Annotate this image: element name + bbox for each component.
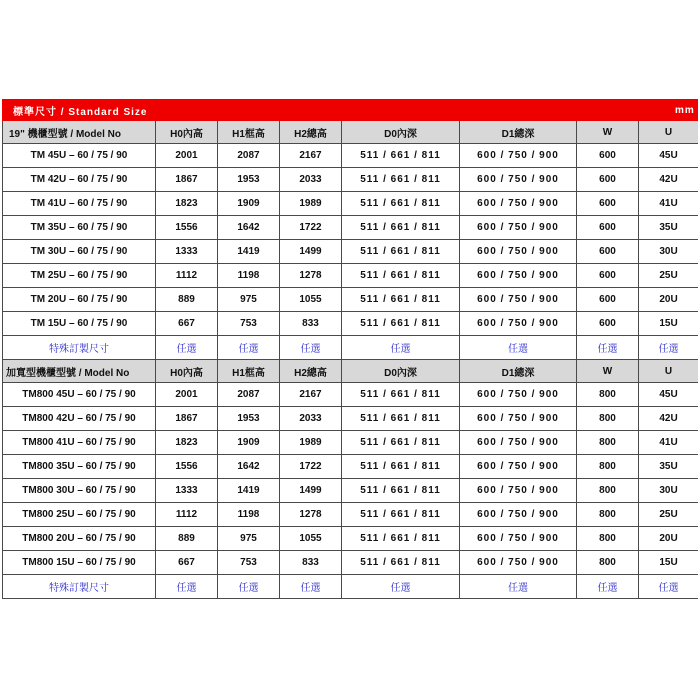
value-cell: 600 / 750 / 900	[460, 479, 577, 503]
value-cell: 600 / 750 / 900	[460, 168, 577, 192]
value-cell: 600	[577, 312, 639, 336]
value-cell: 1055	[280, 527, 342, 551]
value-cell: 600 / 750 / 900	[460, 431, 577, 455]
value-cell: 2033	[280, 168, 342, 192]
column-header: D1總深	[460, 121, 577, 144]
custom-value: 任選	[156, 336, 218, 360]
custom-value: 任選	[577, 575, 639, 599]
table-row	[3, 192, 698, 216]
custom-value: 任選	[460, 575, 577, 599]
value-cell: 2001	[156, 383, 218, 407]
custom-value: 任選	[639, 336, 698, 360]
value-cell: 800	[577, 383, 639, 407]
value-cell: 511 / 661 / 811	[342, 503, 460, 527]
custom-value: 任選	[460, 336, 577, 360]
value-cell: 1278	[280, 503, 342, 527]
value-cell: 25U	[639, 503, 698, 527]
value-cell: 800	[577, 407, 639, 431]
column-header: H1框高	[218, 121, 280, 144]
value-cell: 600 / 750 / 900	[460, 407, 577, 431]
value-cell: 1642	[218, 216, 280, 240]
value-cell: 1112	[156, 264, 218, 288]
value-cell: 511 / 661 / 811	[342, 144, 460, 168]
column-header: D0內深	[342, 121, 460, 144]
value-cell: 1556	[156, 216, 218, 240]
value-cell: 889	[156, 288, 218, 312]
model-cell: TM800 42U – 60 / 75 / 90	[3, 407, 156, 431]
column-header: D0內深	[342, 360, 460, 383]
model-cell: TM 41U – 60 / 75 / 90	[3, 192, 156, 216]
value-cell: 667	[156, 551, 218, 575]
custom-value: 任選	[342, 575, 460, 599]
custom-value: 任選	[280, 575, 342, 599]
value-cell: 600	[577, 216, 639, 240]
value-cell: 511 / 661 / 811	[342, 551, 460, 575]
value-cell: 600 / 750 / 900	[460, 216, 577, 240]
value-cell: 600 / 750 / 900	[460, 288, 577, 312]
model-cell: TM 15U – 60 / 75 / 90	[3, 312, 156, 336]
column-header: W	[577, 121, 639, 144]
column-header: H2總高	[280, 121, 342, 144]
value-cell: 600 / 750 / 900	[460, 551, 577, 575]
value-cell: 753	[218, 312, 280, 336]
value-cell: 511 / 661 / 811	[342, 288, 460, 312]
value-cell: 511 / 661 / 811	[342, 527, 460, 551]
custom-value: 任選	[577, 336, 639, 360]
value-cell: 511 / 661 / 811	[342, 264, 460, 288]
custom-value: 任選	[342, 336, 460, 360]
standard-header-row	[3, 121, 698, 144]
value-cell: 753	[218, 551, 280, 575]
wide-header-row	[3, 360, 698, 383]
value-cell: 20U	[639, 527, 698, 551]
column-header: U	[639, 360, 698, 383]
value-cell: 600 / 750 / 900	[460, 527, 577, 551]
model-cell: TM 20U – 60 / 75 / 90	[3, 288, 156, 312]
custom-value: 任選	[218, 336, 280, 360]
column-header: U	[639, 121, 698, 144]
value-cell: 42U	[639, 407, 698, 431]
value-cell: 1909	[218, 192, 280, 216]
value-cell: 600 / 750 / 900	[460, 192, 577, 216]
model-cell: TM 35U – 60 / 75 / 90	[3, 216, 156, 240]
value-cell: 1722	[280, 216, 342, 240]
value-cell: 511 / 661 / 811	[342, 240, 460, 264]
title-bar	[3, 100, 698, 121]
table-title: 標準尺寸 / Standard Size	[3, 100, 460, 121]
column-header: H2總高	[280, 360, 342, 383]
value-cell: 1419	[218, 240, 280, 264]
value-cell: 41U	[639, 192, 698, 216]
value-cell: 1333	[156, 479, 218, 503]
value-cell: 833	[280, 551, 342, 575]
value-cell: 511 / 661 / 811	[342, 312, 460, 336]
model-cell: TM 42U – 60 / 75 / 90	[3, 168, 156, 192]
wide-model-header: 加寬型機櫃型號 / Model No	[3, 360, 156, 383]
value-cell: 511 / 661 / 811	[342, 479, 460, 503]
column-header: H0內高	[156, 360, 218, 383]
model-cell: TM800 25U – 60 / 75 / 90	[3, 503, 156, 527]
value-cell: 2001	[156, 144, 218, 168]
value-cell: 1989	[280, 431, 342, 455]
value-cell: 2033	[280, 407, 342, 431]
unit-label: mm	[460, 100, 698, 121]
custom-label: 特殊訂製尺寸	[3, 336, 156, 360]
custom-value: 任選	[280, 336, 342, 360]
column-header: D1總深	[460, 360, 577, 383]
custom-label: 特殊訂製尺寸	[3, 575, 156, 599]
value-cell: 833	[280, 312, 342, 336]
value-cell: 800	[577, 551, 639, 575]
value-cell: 15U	[639, 551, 698, 575]
value-cell: 2167	[280, 144, 342, 168]
table-row	[3, 479, 698, 503]
value-cell: 1333	[156, 240, 218, 264]
value-cell: 600	[577, 168, 639, 192]
value-cell: 600	[577, 240, 639, 264]
column-header: W	[577, 360, 639, 383]
value-cell: 600 / 750 / 900	[460, 264, 577, 288]
standard-model-header: 19" 機櫃型號 / Model No	[3, 121, 156, 144]
value-cell: 1867	[156, 407, 218, 431]
cabinet-size-table	[2, 99, 698, 599]
value-cell: 600	[577, 144, 639, 168]
value-cell: 1278	[280, 264, 342, 288]
table-row	[3, 527, 698, 551]
value-cell: 1953	[218, 407, 280, 431]
model-cell: TM800 15U – 60 / 75 / 90	[3, 551, 156, 575]
value-cell: 20U	[639, 288, 698, 312]
value-cell: 35U	[639, 216, 698, 240]
value-cell: 2087	[218, 383, 280, 407]
wide-custom-row	[3, 575, 698, 599]
value-cell: 1198	[218, 264, 280, 288]
model-cell: TM800 45U – 60 / 75 / 90	[3, 383, 156, 407]
value-cell: 2087	[218, 144, 280, 168]
value-cell: 42U	[639, 168, 698, 192]
value-cell: 800	[577, 527, 639, 551]
value-cell: 600	[577, 288, 639, 312]
value-cell: 45U	[639, 383, 698, 407]
model-cell: TM 30U – 60 / 75 / 90	[3, 240, 156, 264]
value-cell: 41U	[639, 431, 698, 455]
value-cell: 1823	[156, 431, 218, 455]
table-row	[3, 264, 698, 288]
value-cell: 25U	[639, 264, 698, 288]
value-cell: 889	[156, 527, 218, 551]
value-cell: 800	[577, 479, 639, 503]
standard-custom-row	[3, 336, 698, 360]
value-cell: 975	[218, 527, 280, 551]
table-row	[3, 407, 698, 431]
value-cell: 1198	[218, 503, 280, 527]
column-header: H1框高	[218, 360, 280, 383]
value-cell: 45U	[639, 144, 698, 168]
value-cell: 600 / 750 / 900	[460, 240, 577, 264]
table-row	[3, 144, 698, 168]
value-cell: 30U	[639, 479, 698, 503]
column-header: H0內高	[156, 121, 218, 144]
value-cell: 600 / 750 / 900	[460, 455, 577, 479]
table-row	[3, 503, 698, 527]
value-cell: 1823	[156, 192, 218, 216]
value-cell: 15U	[639, 312, 698, 336]
value-cell: 1055	[280, 288, 342, 312]
value-cell: 1642	[218, 455, 280, 479]
value-cell: 511 / 661 / 811	[342, 383, 460, 407]
table-row	[3, 168, 698, 192]
table-row	[3, 312, 698, 336]
value-cell: 975	[218, 288, 280, 312]
value-cell: 2167	[280, 383, 342, 407]
value-cell: 800	[577, 455, 639, 479]
value-cell: 511 / 661 / 811	[342, 192, 460, 216]
table-row	[3, 288, 698, 312]
value-cell: 1953	[218, 168, 280, 192]
value-cell: 600	[577, 192, 639, 216]
value-cell: 1556	[156, 455, 218, 479]
value-cell: 800	[577, 431, 639, 455]
value-cell: 511 / 661 / 811	[342, 431, 460, 455]
custom-value: 任選	[156, 575, 218, 599]
value-cell: 600 / 750 / 900	[460, 312, 577, 336]
value-cell: 600	[577, 264, 639, 288]
model-cell: TM 45U – 60 / 75 / 90	[3, 144, 156, 168]
model-cell: TM800 30U – 60 / 75 / 90	[3, 479, 156, 503]
table-row	[3, 551, 698, 575]
value-cell: 30U	[639, 240, 698, 264]
table-row	[3, 240, 698, 264]
custom-value: 任選	[218, 575, 280, 599]
value-cell: 1989	[280, 192, 342, 216]
value-cell: 511 / 661 / 811	[342, 407, 460, 431]
value-cell: 511 / 661 / 811	[342, 455, 460, 479]
value-cell: 511 / 661 / 811	[342, 168, 460, 192]
value-cell: 800	[577, 503, 639, 527]
model-cell: TM800 20U – 60 / 75 / 90	[3, 527, 156, 551]
value-cell: 600 / 750 / 900	[460, 144, 577, 168]
custom-value: 任選	[639, 575, 698, 599]
value-cell: 1499	[280, 240, 342, 264]
value-cell: 1909	[218, 431, 280, 455]
model-cell: TM800 41U – 60 / 75 / 90	[3, 431, 156, 455]
value-cell: 1722	[280, 455, 342, 479]
value-cell: 1499	[280, 479, 342, 503]
table-row	[3, 216, 698, 240]
table-row	[3, 383, 698, 407]
table-row	[3, 431, 698, 455]
value-cell: 35U	[639, 455, 698, 479]
model-cell: TM 25U – 60 / 75 / 90	[3, 264, 156, 288]
value-cell: 511 / 661 / 811	[342, 216, 460, 240]
table-row	[3, 455, 698, 479]
value-cell: 600 / 750 / 900	[460, 383, 577, 407]
value-cell: 667	[156, 312, 218, 336]
value-cell: 1112	[156, 503, 218, 527]
model-cell: TM800 35U – 60 / 75 / 90	[3, 455, 156, 479]
value-cell: 600 / 750 / 900	[460, 503, 577, 527]
value-cell: 1867	[156, 168, 218, 192]
value-cell: 1419	[218, 479, 280, 503]
